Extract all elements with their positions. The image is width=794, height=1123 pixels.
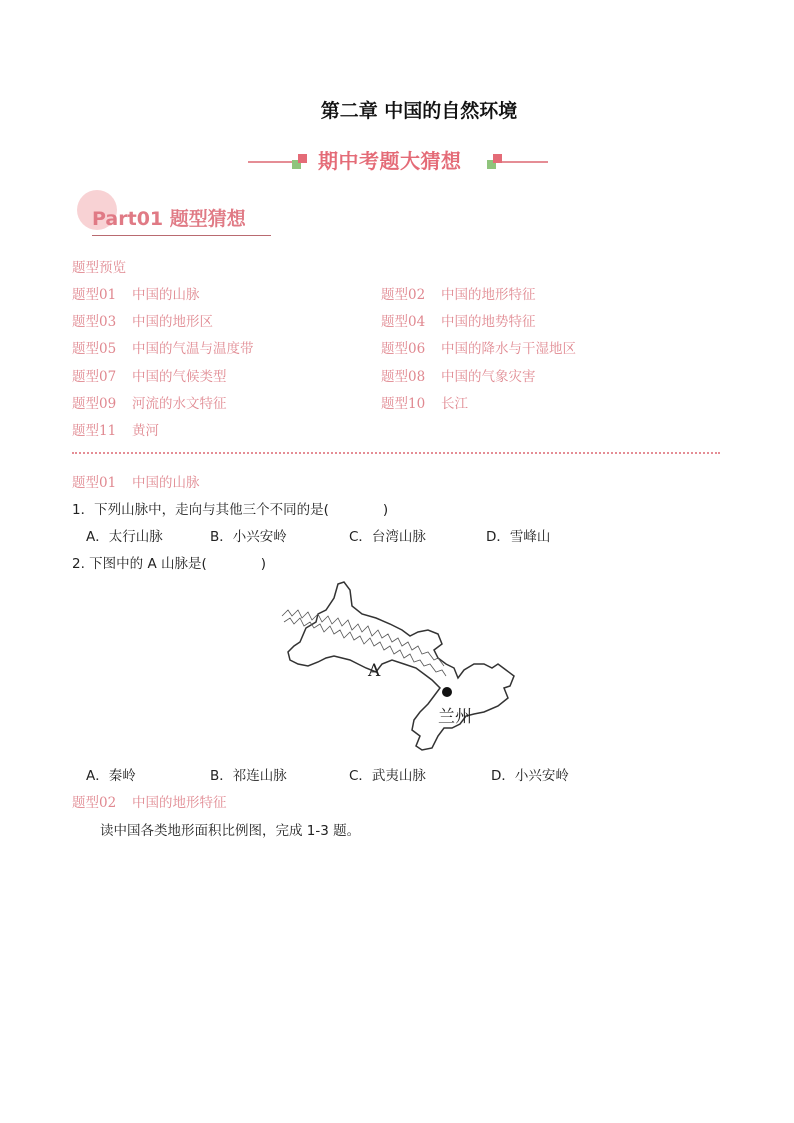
option[interactable]: A．太行山脉	[86, 529, 163, 545]
type-item[interactable]: 题型10 长江	[381, 396, 468, 412]
province-outline	[288, 582, 514, 750]
type-item[interactable]: 题型06 中国的降水与干湿地区	[381, 341, 576, 357]
banner-title: 期中考题大猜想	[318, 149, 462, 173]
part-title: Part01 题型猜想	[92, 208, 246, 230]
chapter-title: 第二章 中国的自然环境	[320, 100, 518, 122]
type-item[interactable]: 题型02 中国的地形特征	[381, 287, 536, 303]
banner-square-icon	[493, 154, 502, 163]
type-item[interactable]: 题型08 中国的气象灾害	[381, 369, 536, 385]
option[interactable]: B．祁连山脉	[210, 768, 287, 784]
map-label-a: A	[368, 661, 381, 681]
lanzhou-city-icon	[442, 687, 452, 697]
type-item[interactable]: 题型01 中国的山脉	[72, 287, 200, 303]
type-item[interactable]: 题型07 中国的气候类型	[72, 369, 227, 385]
type-item[interactable]: 题型09 河流的水文特征	[72, 396, 227, 412]
type-item[interactable]: 题型04 中国的地势特征	[381, 314, 536, 330]
option[interactable]: D．雪峰山	[486, 529, 551, 545]
type-item[interactable]: 题型11 黄河	[72, 423, 159, 439]
part-underline	[92, 235, 271, 236]
section-heading: 题型02 中国的地形特征	[72, 795, 227, 811]
option[interactable]: C．台湾山脉	[349, 529, 426, 545]
dotted-divider	[72, 452, 720, 454]
banner-line-left	[248, 161, 294, 163]
section-heading: 题型01 中国的山脉	[72, 475, 200, 491]
option[interactable]: D．小兴安岭	[491, 768, 569, 784]
question-2: 2. 下图中的 A 山脉是( )	[72, 556, 267, 572]
preview-heading: 题型预览	[72, 260, 126, 276]
question-1: 1．下列山脉中，走向与其他三个不同的是( )	[72, 502, 389, 518]
type-item[interactable]: 题型05 中国的气温与温度带	[72, 341, 254, 357]
option[interactable]: A．秦岭	[86, 768, 136, 784]
banner-square-icon	[298, 154, 307, 163]
option[interactable]: B．小兴安岭	[210, 529, 287, 545]
option[interactable]: C．武夷山脉	[349, 768, 426, 784]
gansu-map	[278, 580, 523, 755]
section-intro: 读中国各类地形面积比例图，完成 1-3 题。	[100, 823, 361, 839]
banner-line-right	[502, 161, 548, 163]
type-item[interactable]: 题型03 中国的地形区	[72, 314, 213, 330]
map-label-city: 兰州	[438, 707, 472, 727]
gansu-map-svg	[278, 580, 523, 755]
